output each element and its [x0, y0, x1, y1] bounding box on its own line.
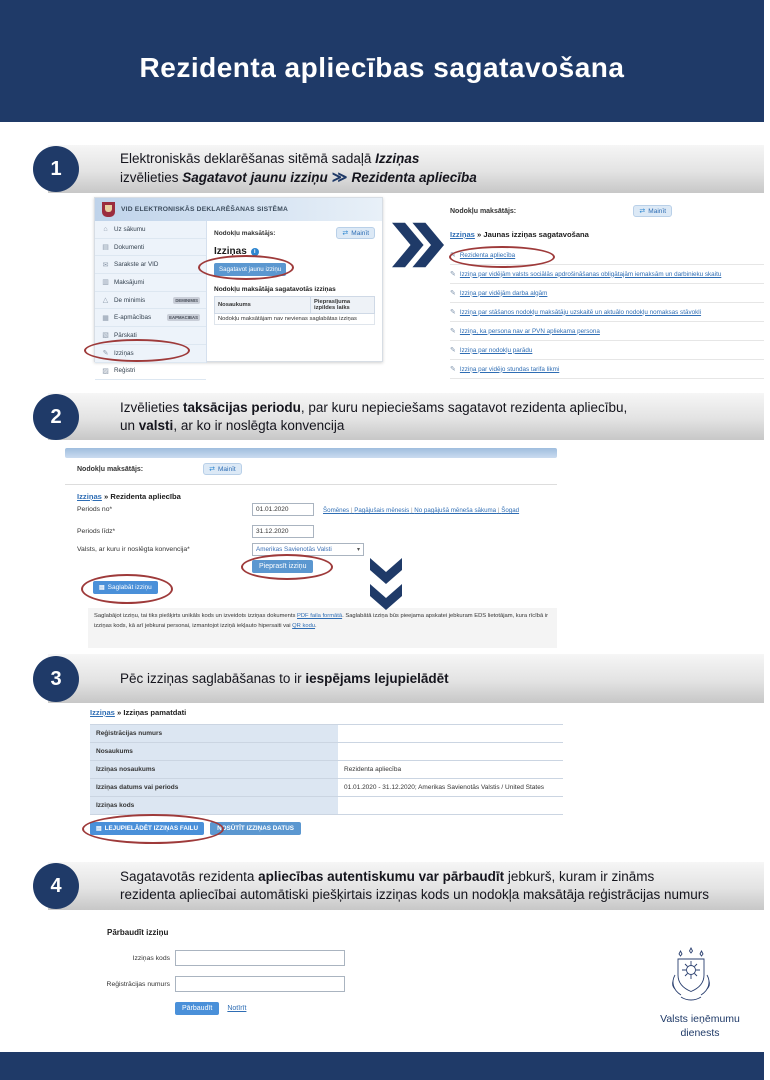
- step2-text-line2: un valsti, ar ko ir noslēgta konvencija: [120, 417, 345, 433]
- table-row: Izziņas kods: [90, 797, 563, 815]
- list-item-rezidenta-aplieciba[interactable]: ✎ Rezidenta apliecība: [450, 246, 764, 265]
- home-icon: ⌂: [103, 225, 108, 233]
- eds-main-area: [207, 221, 382, 363]
- sidebar-item-dokumenti[interactable]: ▤ Dokumenti: [95, 239, 206, 257]
- country-select[interactable]: Amerikas Savienotās Valsti ▾: [252, 543, 364, 556]
- sidebar-item-e-apmacibas[interactable]: ▦ E-apmācības EAPMACIBAS: [95, 309, 206, 327]
- request-certificate-button[interactable]: Pieprasīt izziņu: [252, 560, 313, 573]
- period-from-input[interactable]: [252, 503, 314, 516]
- quick-link-somenes[interactable]: Šomēnes |: [323, 507, 354, 514]
- table-row: Reģistrācijas numurs: [90, 725, 563, 743]
- change-taxpayer-button[interactable]: ⇄ Mainīt: [203, 463, 242, 475]
- breadcrumb: Izziņas » Izziņas pamatdati: [90, 708, 187, 717]
- breadcrumb-izzinas-link[interactable]: Izziņas: [77, 492, 102, 501]
- code-label: Izziņas kods: [132, 955, 170, 962]
- table-row: Izziņas nosaukums Rezidenta apliecība: [90, 761, 563, 779]
- reports-icon: ▧: [102, 332, 109, 340]
- quick-period-links: [323, 507, 519, 514]
- eds-system-title: VID ELEKTRONISKĀS DEKLARĒŠANAS SISTĒMA: [121, 206, 288, 213]
- request-form-screenshot: [65, 448, 557, 648]
- col-nosaukums: Nosaukums: [215, 297, 311, 314]
- prepared-list-heading: Nodokļu maksātāja sagatavotās izziņas: [214, 286, 336, 293]
- org-name: Valsts ieņēmumu dienests: [660, 1013, 740, 1040]
- double-chevron-inline-icon: ≫: [331, 169, 348, 187]
- change-taxpayer-button[interactable]: ⇄ Mainīt: [336, 227, 375, 239]
- col-izpildes-laiks: Pieprasījuma izpildes laiks: [311, 297, 375, 314]
- training-icon: ▦: [102, 314, 109, 322]
- taxpayer-label: Nodokļu maksātājs:: [77, 465, 144, 473]
- certificate-code-input[interactable]: [175, 950, 345, 966]
- payments-icon: ▥: [102, 279, 109, 287]
- breadcrumb-izzinas-link[interactable]: Izziņas: [90, 708, 115, 717]
- certificate-type-list: [450, 246, 764, 379]
- empty-table-message: Nodokļu maksātājam nav nevienas saglabātas izziņas: [215, 314, 375, 325]
- step4-number-badge: 4: [33, 863, 79, 909]
- certificate-details-table: [90, 724, 563, 815]
- divider: [65, 484, 557, 485]
- list-item[interactable]: ✎ Izziņa par vidējo stundas tarifa likmi: [450, 360, 764, 379]
- vid-coat-of-arms: [668, 948, 714, 1004]
- doc-pencil-icon: ✎: [450, 347, 456, 354]
- swap-icon: ⇄: [639, 208, 646, 215]
- list-item[interactable]: ✎ Izziņa par nodokļu parādu: [450, 341, 764, 360]
- registration-number-input[interactable]: [175, 976, 345, 992]
- table-row: Nosaukums: [90, 743, 563, 761]
- swap-icon: ⇄: [342, 230, 349, 237]
- period-to-label: Periods līdz*: [77, 528, 116, 535]
- taxpayer-label: Nodokļu maksātājs:: [214, 229, 276, 237]
- doc-pencil-icon: ✎: [450, 328, 456, 335]
- save-icon: ▤: [99, 585, 105, 591]
- deminimis-badge: DEMINIMIS: [175, 297, 198, 303]
- eds-home-screenshot: [94, 197, 383, 375]
- step4-text-line1: Sagatavotās rezidenta apliecības autentiskumu var pārbaudīt jebkurš, kuram ir zināms: [120, 869, 655, 885]
- certificate-icon: ✎: [102, 350, 109, 358]
- swap-icon: ⇄: [209, 466, 216, 473]
- period-from-label: Periods no*: [77, 506, 113, 513]
- doc-pencil-icon: ✎: [450, 366, 456, 373]
- sidebar-item-sarakste[interactable]: ✉ Sarakste ar VID: [95, 256, 206, 274]
- step2-text-line1: Izvēlieties taksācijas periodu, par kuru nepieciešams sagatavot rezidenta apliecību,: [120, 399, 628, 415]
- envelope-icon: ✉: [102, 261, 109, 269]
- list-item[interactable]: ✎ Izziņa par vidējām valsts sociālās apdrošināšanas obligātajām iemaksām un darbinieku skaitu: [450, 265, 764, 284]
- breadcrumb-izzinas-link[interactable]: Izziņas: [450, 230, 475, 239]
- sidebar-item-parskati[interactable]: ▧ Pārskati: [95, 327, 206, 345]
- page-title: Rezidenta apliecības sagatavošana: [139, 52, 625, 83]
- vid-logo: [102, 202, 115, 217]
- list-item[interactable]: ✎ Izziņa par stāšanos nodokļu maksātāju uzskaitē un aktuālo nodokļu nomaksas stāvokli: [450, 303, 764, 322]
- step4-text-line2: rezidenta apliecībai automātiski piešķirtais izziņas kods un nodokļa maksātāja reģistrācijas numurs: [120, 887, 710, 902]
- sidebar-item-de-minimis[interactable]: △ De minimis DEMINIMIS: [95, 292, 206, 310]
- list-item[interactable]: ✎ Izziņa par vidējām darba algām: [450, 284, 764, 303]
- sidebar-item-registri[interactable]: ▨ Reģistri: [95, 363, 206, 381]
- quick-link-pagajusais-menesis[interactable]: Pagājušais mēnesis |: [354, 507, 414, 514]
- pdf-format-link[interactable]: PDF faila formātā: [297, 613, 343, 619]
- register-icon: ▨: [102, 367, 109, 375]
- new-certificate-button[interactable]: Sagatavot jaunu izziņu: [214, 263, 286, 276]
- double-chevron-down-icon: [370, 556, 402, 612]
- doc-pencil-icon: ✎: [450, 309, 456, 316]
- eds-sidebar: [95, 221, 207, 375]
- download-icon: ▤: [96, 826, 102, 832]
- step3-text: Pēc izziņas saglabāšanas to ir iespējams lejupielādēt: [120, 670, 449, 686]
- doc-pencil-icon: ✎: [450, 252, 456, 259]
- step2-band: [48, 393, 764, 440]
- change-taxpayer-button[interactable]: ⇄ Mainīt: [633, 205, 672, 217]
- country-label: Valsts, ar kuru ir noslēgta konvencija*: [77, 546, 190, 553]
- footer-bar: [0, 1052, 764, 1080]
- step2-number-badge: 2: [33, 394, 79, 440]
- quick-link-sogad[interactable]: Šogad: [501, 507, 520, 514]
- doc-pencil-icon: ✎: [450, 271, 456, 278]
- chevron-down-icon: ▾: [356, 547, 360, 553]
- quick-link-no-pagajusa-menesa[interactable]: No pagājušā mēneša sākuma |: [414, 507, 501, 514]
- list-item[interactable]: ✎ Izziņa, ka persona nav ar PVN apliekama persona: [450, 322, 764, 341]
- doc-pencil-icon: ✎: [450, 290, 456, 297]
- step3-band: [48, 654, 764, 703]
- info-icon[interactable]: i: [251, 248, 259, 256]
- period-to-input[interactable]: [252, 525, 314, 538]
- eds-header: [95, 198, 382, 221]
- regnum-label: Reģistrācijas numurs: [106, 981, 170, 988]
- breadcrumb: Izziņas » Rezidenta apliecība: [77, 492, 181, 501]
- sidebar-item-maksajumi[interactable]: ▥ Maksājumi: [95, 274, 206, 292]
- table-row: Izziņas datums vai periods 01.01.2020 - 31.12.2020; Amerikas Savienotās Valstis / United States: [90, 779, 563, 797]
- warning-icon: △: [102, 297, 109, 305]
- verify-heading: Pārbaudīt izziņu: [107, 928, 169, 937]
- step1-number-badge: 1: [33, 146, 79, 192]
- step3-number-badge: 3: [33, 656, 79, 702]
- save-certificate-button[interactable]: ▤ Saglabāt izziņu: [93, 581, 158, 594]
- eds-header-strip: [65, 448, 557, 458]
- izzinas-heading: Izziņas i: [214, 246, 375, 257]
- qr-code-link[interactable]: QR kodu: [292, 622, 316, 629]
- send-certificate-data-button[interactable]: NOSŪTĪT IZZIŅAS DATUS: [210, 822, 301, 835]
- step4-band: [48, 862, 764, 910]
- download-certificate-button[interactable]: ▤ LEJUPIELĀDĒT IZZIŅAS FAILU: [90, 822, 204, 835]
- hero-banner: [0, 0, 764, 122]
- eapmacibas-badge: EAPMACIBAS: [169, 315, 198, 321]
- sidebar-item-uz-sakumu[interactable]: ⌂ Uz sākumu: [95, 221, 206, 239]
- breadcrumb: Izziņas » Jaunas izziņas sagatavošana: [450, 230, 589, 239]
- document-icon: ▤: [102, 244, 109, 252]
- new-certificate-panel: [450, 205, 764, 379]
- step1-band: [48, 145, 764, 193]
- clear-button[interactable]: Notīrīt: [227, 1005, 247, 1012]
- prepared-certificates-table: [214, 296, 375, 325]
- step1-text-line2: izvēlieties Sagatavot jaunu izziņu ≫ Rezidenta apliecība: [120, 169, 477, 187]
- taxpayer-label: Nodokļu maksātājs:: [450, 207, 517, 215]
- save-note-text: Saglabājot izziņu, tai tiks piešķirts unikāls kods un izveidots izziņas dokuments PDF faila formātā. Saglabātā izziņa būs pieejama apskatei jebkuram EDS lietotājam, kura rīcībā ir izziņas kods, kā arī jebkurai personai, izmantojot izziņā iekļauto hipersaiti vai QR kodu.: [88, 608, 557, 648]
- step1-text-line1: Elektroniskās deklarēšanas sitēmā sadaļā Izziņas: [120, 151, 420, 167]
- verify-button[interactable]: Pārbaudīt: [175, 1002, 219, 1015]
- double-chevron-right-icon: [392, 221, 444, 269]
- sidebar-item-izzinas[interactable]: ✎ Izziņas: [95, 345, 206, 363]
